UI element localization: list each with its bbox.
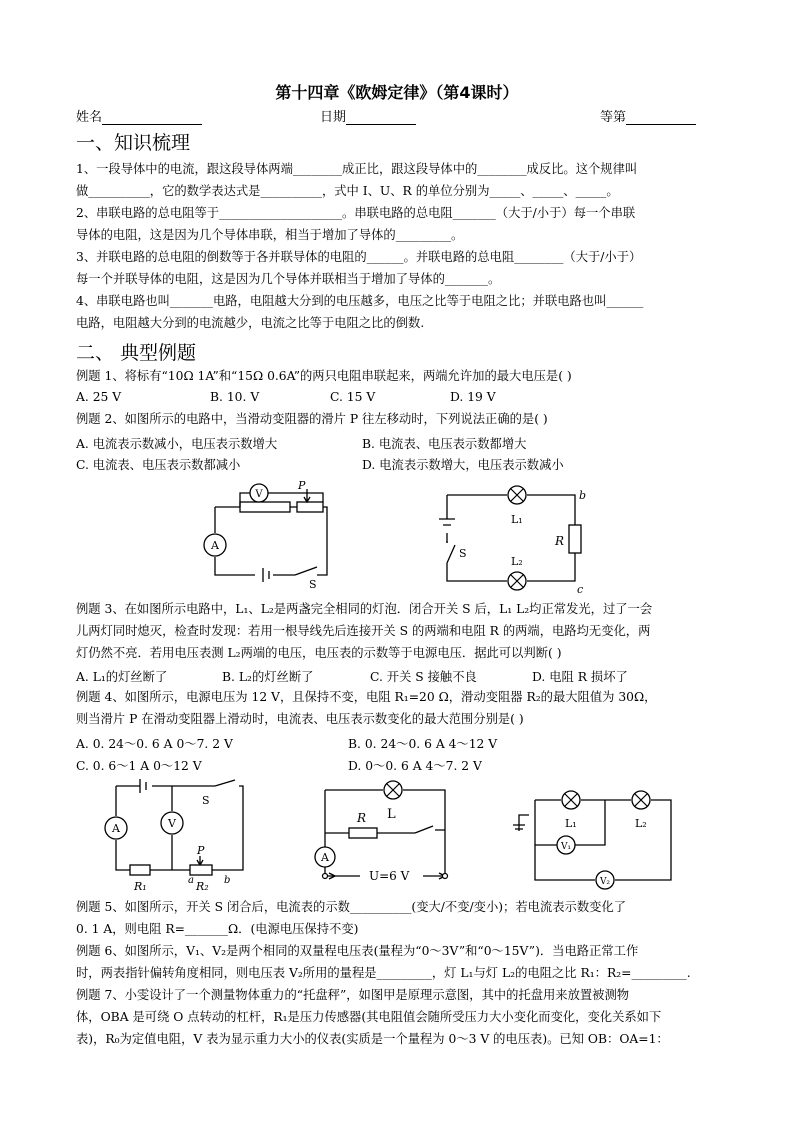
ex2-option-d: D. 电流表示数增大，电压表示数减小 (362, 458, 564, 472)
fig2-label-s: S (459, 547, 467, 560)
ex5-line: 例题 5、如图所示，开关 S 闭合后，电流表的示数__________(变大/不变/变小)；若电流表示数变化了 (76, 900, 627, 914)
date-label: 日期 (320, 110, 347, 125)
s1-line: 每一个并联导体的电阻，这是因为几个导体并联相当于增加了导体的_______。 (76, 272, 501, 286)
s1-line: 导体的电阻，这是因为几个导体串联，相当于增加了导体的_________。 (76, 228, 464, 242)
ex4-line: 例题 4、如图所示，电源电压为 12 V，且保持不变，电阻 R₁=20 Ω，滑动变阻器 R₂的最大阻值为 30Ω， (76, 690, 657, 704)
grade-label: 等第 (600, 110, 627, 125)
fig2-label-l2: L₂ (511, 555, 523, 568)
lamp-icon (508, 572, 526, 590)
ex4-option-b: B. 0. 24～0. 6 A 4～12 V (348, 737, 498, 751)
name-field (76, 106, 202, 125)
fig2-label-r: R (555, 534, 565, 548)
fig1-label-p: P (298, 479, 306, 492)
section2-heading: 二、 典型例题 (76, 342, 197, 364)
ex2-option-a: A. 电流表示数减小，电压表示数增大 (76, 437, 278, 451)
circuit-figure-5 (505, 785, 695, 895)
fig4-label-r: R (357, 811, 367, 825)
ex4-option-c: C. 0. 6～1 A 0～12 V (76, 759, 202, 773)
fig1-label-a: A (211, 539, 219, 552)
ex7-line: 例题 7、小雯设计了一个测量物体重力的“托盘秤”，如图甲是原理示意图，其中的托盘用来放置被测物 (76, 988, 630, 1002)
ex1-option-b: B. 10. V (210, 390, 260, 404)
fig1-label-s: S (309, 578, 317, 591)
fig1-label-v: V (255, 489, 263, 500)
ex1-option-a: A. 25 V (76, 390, 122, 404)
fig4-label-u: U=6 V (369, 869, 410, 883)
ex6-line: 时，两表指针偏转角度相同，则电压表 V₂所用的量程是_________，灯 L₁与灯 L₂的电阻之比 R₁：R₂=_________. (76, 966, 691, 980)
fig3-label-p: P (197, 844, 205, 857)
fig5-label-v2: V₂ (599, 877, 611, 887)
date-field (320, 106, 416, 125)
ex7-line: 体，OBA 是可绕 O 点转动的杠杆，R₁是压力传感器(其电阻值会随所受压力大小变化而变化，变化关系如下 (76, 1010, 662, 1024)
circuit-figure-4 (305, 778, 475, 893)
fig4-label-l: L (387, 807, 396, 822)
s1-line: 电路，电阻越大分到的电流越少，电流之比等于电阻之比的倒数. (76, 316, 425, 330)
fig2-label-l1: L₁ (511, 513, 523, 526)
ex3-option-d: D. 电阻 R 损坏了 (532, 670, 628, 684)
lamp-icon (562, 791, 580, 809)
fig3-label-a: A (112, 822, 120, 835)
ex2-question: 例题 2、如图所示的电路中，当滑动变阻器的滑片 P 往左移动时，下列说法正确的是( ) (76, 412, 548, 426)
page-title: 第十四章《欧姆定律》（第4课时） (275, 83, 519, 102)
s1-line: 1、一段导体中的电流，跟这段导体两端________成正比，跟这段导体中的________成反比。这个规律叫 (76, 162, 638, 176)
lamp-icon (508, 486, 526, 504)
ex4-line: 则当滑片 P 在滑动变阻器上滑动时，电流表、电压表示数变化的最大范围分别是( ) (76, 712, 524, 726)
fig2-label-b: b (579, 489, 587, 502)
s1-line: 4、串联电路也叫_______电路，电阻越大分到的电压越多，电压之比等于电阻之比；并联电路也叫______ (76, 294, 644, 308)
fig3-label-v: V (168, 817, 176, 830)
ex7-line: 表)，R₀为定值电阻，V 表为显示重力大小的仪表(实质是一个量程为 0～3 V 的电压表)。已知 OB：OA=1： (76, 1032, 669, 1046)
ex6-line: 例题 6、如图所示，V₁、V₂是两个相同的双量程电压表(量程为“0～3V”和“0～15V”)．当电路正常工作 (76, 944, 639, 958)
fig5-label-l2: L₂ (635, 817, 647, 830)
ex3-option-b: B. L₂的灯丝断了 (222, 670, 314, 684)
ex3-option-a: A. L₁的灯丝断了 (76, 670, 168, 684)
ex3-option-c: C. 开关 S 接触不良 (370, 670, 477, 684)
s1-line: 2、串联电路的总电阻等于____________________。串联电路的总电阻_______（大于/小于）每一个串联 (76, 206, 636, 220)
circuit-figure-3 (100, 778, 260, 896)
fig5-label-v1: V₁ (560, 842, 572, 852)
circuit-figure-2 (435, 485, 595, 595)
fig3-label-b-end: b (224, 875, 231, 886)
ex4-option-d: D. 0～0. 6 A 4～7. 2 V (348, 759, 482, 773)
ex1-option-d: D. 19 V (450, 390, 496, 404)
s1-line: 做__________，它的数学表达式是__________，式中 I、U、R 的单位分别为_____、_____、_____。 (76, 184, 619, 198)
grade-field (600, 106, 696, 125)
ex2-option-b: B. 电流表、电压表示数都增大 (362, 437, 527, 451)
fig2-label-c: c (577, 583, 584, 596)
fig3-label-s: S (202, 794, 210, 807)
fig4-label-a: A (321, 851, 329, 864)
section1-heading: 一、知识梳理 (76, 132, 191, 154)
ex3-line: 儿两灯同时熄灭，检查时发现：若用一根导线先后连接开关 S 的两端和电阻 R 的两端，电路均无变化，两 (76, 624, 651, 638)
name-label: 姓名 (76, 110, 103, 125)
ex5-line: 0. 1 A，则电阻 R=_______Ω．(电源电压保持不变) (76, 922, 359, 936)
ex3-line: 灯仍然不亮．若用电压表测 L₂两端的电压，电压表的示数等于电源电压．据此可以判断( ) (76, 646, 562, 660)
circuit-figure-1 (195, 475, 345, 590)
ex2-option-c: C. 电流表、电压表示数都减小 (76, 458, 241, 472)
fig3-label-a-end: a (188, 875, 194, 886)
fig5-label-l1: L₁ (565, 817, 577, 830)
lamp-icon (384, 781, 402, 799)
s1-line: 3、并联电路的总电阻的倒数等于各并联导体的电阻的______。并联电路的总电阻________（大于/小于） (76, 250, 642, 264)
lamp-icon (632, 791, 650, 809)
ex1-option-c: C. 15 V (330, 390, 376, 404)
ex1-question: 例题 1、将标有“10Ω 1A”和“15Ω 0.6A”的两只电阻串联起来，两端允许加的最大电压是( ) (76, 369, 572, 383)
ex3-line: 例题 3、在如图所示电路中，L₁、L₂是两盏完全相同的灯泡．闭合开关 S 后，L₁ L₂均正常发光，过了一会 (76, 602, 653, 616)
fig3-label-r2: R₂ (196, 880, 209, 893)
fig3-label-r1: R₁ (134, 880, 147, 893)
ex4-option-a: A. 0. 24～0. 6 A 0～7. 2 V (76, 737, 233, 751)
